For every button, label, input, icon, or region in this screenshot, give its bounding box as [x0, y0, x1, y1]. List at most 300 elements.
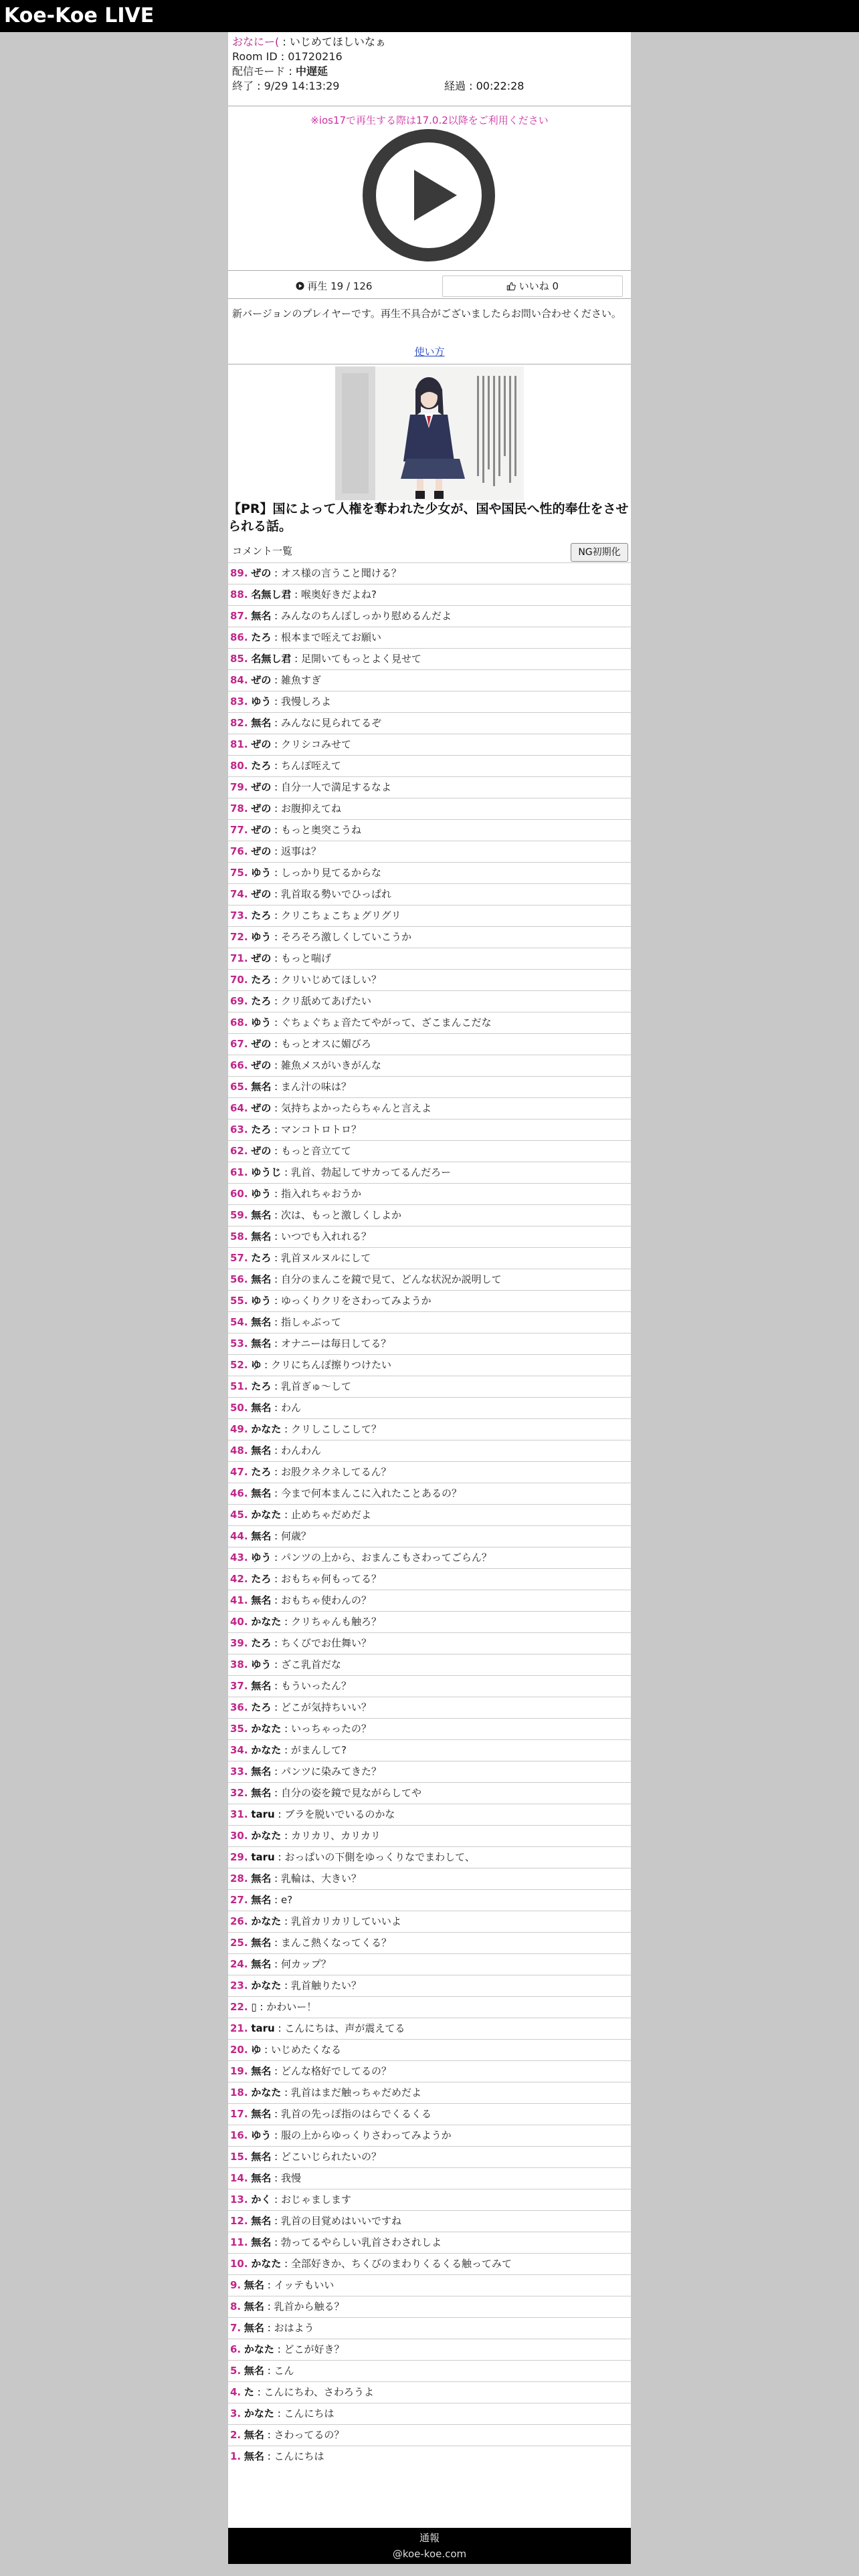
comment-number: 5. — [230, 2365, 242, 2377]
comment-list — [228, 562, 631, 2467]
comment-author: 無名 — [244, 2365, 264, 2377]
comment-row: 12. 無名 : 乳首の目覚めはいいですね — [228, 2210, 631, 2232]
comment-author: ゆう — [251, 1016, 272, 1029]
comment-author: かなた — [251, 1744, 282, 1756]
comment-number: 42. — [230, 1573, 248, 1585]
comment-text: イッテもいい — [274, 2279, 335, 2291]
comment-author: taru — [251, 2022, 275, 2034]
comment-author: ぜの — [251, 674, 272, 686]
comment-author: 無名 — [251, 1273, 272, 1285]
comment-text: いっちゃったの？ — [290, 1723, 371, 1735]
comment-row: 22. ▯ : かわいー！ — [228, 1996, 631, 2018]
comment-author: 無名 — [244, 2429, 264, 2441]
comment-number: 89. — [230, 567, 248, 579]
site-logo[interactable]: Koe-Koe LIVE — [4, 4, 155, 27]
comment-row: 82. 無名 : みんなに見られてるぞ — [228, 712, 631, 734]
comment-text: 自分一人で満足するなよ — [280, 781, 391, 793]
comment-number: 4. — [230, 2386, 242, 2398]
comment-text: まん汁の味は？ — [280, 1081, 351, 1093]
comment-row: 20. ゆ : いじめたくなる — [228, 2039, 631, 2060]
comment-author: ぜの — [251, 1102, 272, 1114]
comment-author: ▯ — [251, 2001, 257, 2013]
comment-number: 18. — [230, 2086, 248, 2099]
comment-text: 乳首の先っぽ指のはらでくるくる — [280, 2108, 432, 2120]
end-time: 9/29 14:13:29 — [264, 80, 340, 92]
comment-author: ゆう — [251, 695, 272, 708]
ng-reset-button[interactable]: NG初期化 — [571, 543, 628, 562]
comment-text: こん — [274, 2365, 294, 2377]
elapsed-group: 経過 : 00:22:28 — [444, 80, 524, 92]
comment-number: 85. — [230, 653, 248, 665]
comment-number: 13. — [230, 2193, 248, 2206]
elapsed-time: 00:22:28 — [476, 80, 524, 92]
comment-row: 47. たろ : お股クネクネしてるん？ — [228, 1461, 631, 1483]
comment-text: どこいじられたいの？ — [280, 2151, 381, 2163]
comment-row: 55. ゆう : ゆっくりクリをさわってみようか — [228, 1290, 631, 1311]
comment-number: 36. — [230, 1701, 248, 1713]
comment-text: こんにちは — [284, 2407, 335, 2420]
pr-illustration — [335, 366, 524, 500]
time-row: 終了 : 9/29 14:13:29 経過 : 00:22:28 — [232, 80, 524, 92]
comment-author: 無名 — [251, 2108, 272, 2120]
comment-row: 17. 無名 : 乳首の先っぽ指のはらでくるくる — [228, 2103, 631, 2125]
comment-text: クリ舐めてあげたい — [280, 995, 371, 1007]
comment-number: 19. — [230, 2065, 248, 2077]
comment-row: 23. かなた : 乳首触りたい？ — [228, 1975, 631, 1996]
comment-number: 83. — [230, 695, 248, 708]
comment-text: もっと奥突こうね — [280, 824, 361, 836]
comment-author: たろ — [251, 1573, 272, 1585]
comment-row: 70. たろ : クリいじめてほしい？ — [228, 969, 631, 990]
pr-banner-image[interactable] — [335, 366, 524, 500]
comment-number: 2. — [230, 2429, 242, 2441]
main-panel — [228, 32, 631, 2528]
comment-row: 53. 無名 : オナニーは毎日してる？ — [228, 1333, 631, 1354]
comment-text: お腹抑えてね — [280, 802, 341, 815]
comment-author: 無名 — [251, 1402, 272, 1414]
comment-number: 23. — [230, 1979, 248, 1992]
comment-text: オナニーは毎日してる？ — [280, 1337, 391, 1350]
comment-text: 服の上からゆっくりさわってみようか — [280, 2129, 452, 2141]
comment-author: たろ — [251, 1466, 272, 1478]
comment-text: 喉奥好きだよね? — [300, 588, 377, 601]
comment-author: 無名 — [251, 717, 272, 729]
comment-author: ゆう — [251, 2129, 272, 2141]
howto-link[interactable]: 使い方 — [414, 346, 445, 358]
comment-text: マンコトロトロ？ — [280, 1123, 361, 1136]
comment-number: 45. — [230, 1509, 248, 1521]
comment-text: カリカリ、カリカリ — [290, 1830, 381, 1842]
play-icon — [362, 128, 496, 262]
comment-number: 54. — [230, 1316, 248, 1328]
comment-number: 58. — [230, 1230, 248, 1243]
comment-text: 乳首ぎゅ〜して — [280, 1380, 351, 1392]
comment-number: 80. — [230, 760, 248, 772]
comment-author: かなた — [251, 1509, 282, 1521]
comment-row: 41. 無名 : おもちゃ使わんの？ — [228, 1590, 631, 1611]
comment-author: た — [244, 2386, 254, 2398]
comment-author: ぜの — [251, 781, 272, 793]
comment-number: 67. — [230, 1038, 248, 1050]
comment-row: 31. taru : ブラを脱いでいるのかな — [228, 1804, 631, 1825]
plays-label: 再生 — [307, 280, 328, 292]
comment-number: 29. — [230, 1851, 248, 1863]
comment-author: ゆうじ — [251, 1166, 282, 1178]
comment-row: 6. かなた : どこが好き？ — [228, 2339, 631, 2360]
comment-row: 18. かなた : 乳首はまだ触っちゃだめだよ — [228, 2082, 631, 2103]
comment-number: 17. — [230, 2108, 248, 2120]
comment-text: 足開いてもっとよく見せて — [300, 653, 421, 665]
comment-row: 84. ぜの : 雑魚すぎ — [228, 669, 631, 691]
comment-row: 8. 無名 : 乳首から触る？ — [228, 2296, 631, 2317]
comment-author: 無名 — [251, 1958, 272, 1970]
elapsed-label: 経過 — [444, 80, 466, 92]
comment-number: 52. — [230, 1359, 248, 1371]
comment-number: 51. — [230, 1380, 248, 1392]
comment-row: 46. 無名 : 今まで何本まんこに入れたことあるの？ — [228, 1483, 631, 1504]
room-title: いじめてほしいなぁ — [289, 35, 386, 48]
comment-row: 52. ゆ : クリにちんぽ擦りつけたい — [228, 1354, 631, 1376]
divider — [228, 298, 631, 299]
comment-text: おもちゃ何もってる？ — [280, 1573, 381, 1585]
comment-number: 6. — [230, 2343, 242, 2355]
comment-number: 49. — [230, 1423, 248, 1435]
comment-number: 10. — [230, 2258, 248, 2270]
comment-number: 84. — [230, 674, 248, 686]
comment-row: 85. 名無し君 : 足開いてもっとよく見せて — [228, 648, 631, 669]
ios-note: ※ios17で再生する際は17.0.2以降をご利用ください — [310, 114, 549, 126]
comment-number: 75. — [230, 867, 248, 879]
comment-row: 76. ぜの : 返事は？ — [228, 841, 631, 862]
comment-author: 無名 — [251, 2065, 272, 2077]
comment-number: 81. — [230, 738, 248, 750]
comment-row: 64. ぜの : 気持ちよかったらちゃんと言えよ — [228, 1097, 631, 1119]
comment-text: しっかり見てるからな — [280, 867, 381, 879]
comment-author: 名無し君 — [251, 588, 292, 601]
comment-author: ゆう — [251, 867, 272, 879]
comment-text: ゆっくりクリをさわってみようか — [280, 1295, 432, 1307]
comment-author: ぜの — [251, 1038, 272, 1050]
comment-author: 無名 — [251, 2215, 272, 2227]
comment-author: たろ — [251, 1701, 272, 1713]
comment-text: もういったん？ — [280, 1680, 351, 1692]
comment-row: 62. ぜの : もっと音立てて — [228, 1140, 631, 1162]
comment-author: ゆう — [251, 1188, 272, 1200]
comment-row: 74. ぜの : 乳首取る勢いでひっぱれ — [228, 883, 631, 905]
comment-text: 我慢しろよ — [280, 695, 331, 708]
comment-author: 無名 — [251, 1894, 272, 1906]
comment-text: もっと音立てて — [280, 1145, 351, 1157]
comment-text: クリちゃんも触ろ？ — [290, 1616, 381, 1628]
comment-row: 45. かなた : 止めちゃだめだよ — [228, 1504, 631, 1525]
comment-row: 2. 無名 : さわってるの？ — [228, 2424, 631, 2446]
comment-author: taru — [251, 1808, 275, 1820]
comment-row: 44. 無名 : 何歳？ — [228, 1525, 631, 1547]
comment-text: パンツに染みてきた？ — [280, 1765, 381, 1778]
comment-author: たろ — [251, 1252, 272, 1264]
comment-text: e? — [280, 1894, 293, 1906]
comment-text: パンツの上から、おまんこもさわってごらん？ — [280, 1551, 492, 1564]
comment-row: 67. ぜの : もっとオスに媚びろ — [228, 1033, 631, 1055]
comment-row: 5. 無名 : こん — [228, 2360, 631, 2381]
comment-number: 56. — [230, 1273, 248, 1285]
comment-text: 乳首取る勢いでひっぱれ — [280, 888, 391, 900]
comment-author: 無名 — [251, 1937, 272, 1949]
comment-text: クリシコみせて — [280, 738, 351, 750]
player-notice: 新バージョンのプレイヤーです。再生不具合がございましたらお問い合わせください。 — [232, 308, 622, 320]
comment-author: ぜの — [251, 1145, 272, 1157]
comment-number: 15. — [230, 2151, 248, 2163]
comment-author: 無名 — [251, 1209, 272, 1221]
comment-row: 69. たろ : クリ舐めてあげたい — [228, 990, 631, 1012]
comment-text: みんなに見られてるぞ — [280, 717, 381, 729]
comment-text: 指しゃぶって — [280, 1316, 341, 1328]
comment-row: 71. ぜの : もっと喘げ — [228, 948, 631, 969]
comment-author: 無名 — [251, 1337, 272, 1350]
comment-number: 86. — [230, 631, 248, 643]
comment-number: 74. — [230, 888, 248, 900]
end-label: 終了 — [232, 80, 254, 92]
comment-author: ぜの — [251, 888, 272, 900]
comment-number: 65. — [230, 1081, 248, 1093]
comment-text: 乳首はまだ触っちゃだめだよ — [290, 2086, 421, 2099]
comment-number: 53. — [230, 1337, 248, 1350]
comment-text: おっぱいの下側をゆっくりなでまわして、 — [284, 1851, 475, 1863]
comment-row: 54. 無名 : 指しゃぶって — [228, 1311, 631, 1333]
comment-author: かなた — [251, 1830, 282, 1842]
comment-author: かなた — [251, 1723, 282, 1735]
comment-row: 43. ゆう : パンツの上から、おまんこもさわってごらん？ — [228, 1547, 631, 1568]
comment-author: 無名 — [244, 2279, 264, 2291]
comment-number: 32. — [230, 1787, 248, 1799]
comment-author: 無名 — [244, 2322, 264, 2334]
comment-text: 全部好きか、ちくびのまわりくるくる触ってみて — [290, 2258, 512, 2270]
comment-author: たろ — [251, 909, 272, 922]
comment-number: 48. — [230, 1444, 248, 1457]
comment-row: 87. 無名 : みんなのちんぽしっかり慰めるんだよ — [228, 605, 631, 627]
comment-number: 28. — [230, 1872, 248, 1885]
comment-row: 58. 無名 : いつでも入れれる？ — [228, 1226, 631, 1247]
comment-text: どんな格好でしてるの？ — [280, 2065, 391, 2077]
comment-number: 46. — [230, 1487, 248, 1499]
comment-text: こんにちわ、さわろうよ — [264, 2386, 374, 2398]
comment-text: ちくびでお仕舞い？ — [280, 1637, 371, 1649]
comment-row: 33. 無名 : パンツに染みてきた？ — [228, 1761, 631, 1782]
comment-number: 69. — [230, 995, 248, 1007]
comment-number: 76. — [230, 845, 248, 857]
comment-row: 50. 無名 : わん — [228, 1397, 631, 1418]
mode-row: 配信モード : 中遅延 — [232, 65, 328, 78]
comment-row: 14. 無名 : 我慢 — [228, 2167, 631, 2189]
comment-text: わん — [280, 1402, 301, 1414]
comment-number: 41. — [230, 1594, 248, 1606]
comment-number: 11. — [230, 2236, 248, 2248]
comment-number: 44. — [230, 1530, 248, 1542]
room-title-row: おなにー( : いじめてほしいなぁ — [232, 35, 386, 48]
comment-row: 56. 無名 : 自分のまんこを鏡で見て、どんな状況か説明して — [228, 1269, 631, 1290]
comment-row: 77. ぜの : もっと奥突こうね — [228, 819, 631, 841]
comment-row: 38. ゆう : ざこ乳首だな — [228, 1654, 631, 1675]
comment-number: 34. — [230, 1744, 248, 1756]
comment-author: たろ — [251, 974, 272, 986]
comment-author: 無名 — [251, 1316, 272, 1328]
comment-number: 59. — [230, 1209, 248, 1221]
comment-author: 無名 — [251, 1872, 272, 1885]
comment-author: 無名 — [244, 2300, 264, 2313]
comment-text: 気持ちよかったらちゃんと言えよ — [280, 1102, 432, 1114]
comment-text: わんわん — [280, 1444, 321, 1457]
comment-text: 乳首カリカリしていいよ — [290, 1915, 401, 1927]
comment-row: 83. ゆう : 我慢しろよ — [228, 691, 631, 712]
comment-author: かなた — [244, 2343, 274, 2355]
comment-row: 7. 無名 : おはよう — [228, 2317, 631, 2339]
comments-header — [228, 540, 631, 563]
comment-text: クリこちょこちょグリグリ — [280, 909, 401, 922]
comment-text: 今まで何本まんこに入れたことあるの？ — [280, 1487, 462, 1499]
comment-number: 40. — [230, 1616, 248, 1628]
comment-author: 無名 — [251, 1444, 272, 1457]
room-id: 01720216 — [288, 50, 343, 63]
comment-author: 無名 — [251, 1081, 272, 1093]
comment-number: 30. — [230, 1830, 248, 1842]
comment-text: 次は、もっと激しくしよか — [280, 1209, 401, 1221]
comment-row: 72. ゆう : そろそろ激しくしていこうか — [228, 926, 631, 948]
comment-number: 68. — [230, 1016, 248, 1029]
comment-text: 勃ってるやらしい乳首さわされしよ — [280, 2236, 442, 2248]
comment-author: taru — [251, 1851, 275, 1863]
comment-author: 無名 — [251, 1787, 272, 1799]
comment-author: 無名 — [244, 2450, 264, 2462]
comment-row: 19. 無名 : どんな格好でしてるの？ — [228, 2060, 631, 2082]
comment-text: クリしこしこして？ — [290, 1423, 381, 1435]
comment-text: 返事は？ — [280, 845, 321, 857]
comment-row: 21. taru : こんにちは、声が震えてる — [228, 2018, 631, 2039]
comment-row: 4. た : こんにちわ、さわろうよ — [228, 2381, 631, 2403]
comment-row: 25. 無名 : まんこ熱くなってくる？ — [228, 1932, 631, 1953]
comment-author: ゆう — [251, 931, 272, 943]
comment-text: もっと喘げ — [280, 952, 331, 964]
comment-number: 50. — [230, 1402, 248, 1414]
comment-text: どこが気持ちいい？ — [280, 1701, 371, 1713]
comment-author: かなた — [251, 1979, 282, 1992]
comment-row: 11. 無名 : 勃ってるやらしい乳首さわされしよ — [228, 2232, 631, 2253]
comment-author: ゆ — [251, 2044, 262, 2056]
play-button[interactable] — [362, 128, 496, 262]
comment-text: 我慢 — [280, 2172, 301, 2184]
comment-text: お股クネクネしてるん？ — [280, 1466, 391, 1478]
comment-number: 31. — [230, 1808, 248, 1820]
comment-number: 57. — [230, 1252, 248, 1264]
comment-number: 12. — [230, 2215, 248, 2227]
comment-author: ゆう — [251, 1295, 272, 1307]
plays-value: 19 / 126 — [330, 280, 373, 292]
comment-row: 51. たろ : 乳首ぎゅ〜して — [228, 1376, 631, 1397]
report-link[interactable]: 通報 — [419, 2532, 440, 2544]
comment-number: 25. — [230, 1937, 248, 1949]
comment-text: 何歳？ — [280, 1530, 311, 1542]
comment-number: 66. — [230, 1059, 248, 1071]
comment-author: ぜの — [251, 738, 272, 750]
comment-row: 36. たろ : どこが気持ちいい？ — [228, 1697, 631, 1718]
comment-row: 3. かなた : こんにちは — [228, 2403, 631, 2424]
comment-number: 8. — [230, 2300, 242, 2313]
comment-text: ブラを脱いでいるのかな — [284, 1808, 395, 1820]
comment-number: 37. — [230, 1680, 248, 1692]
comment-row: 1. 無名 : こんにちは — [228, 2446, 631, 2467]
comment-text: がまんして? — [290, 1744, 347, 1756]
play-count — [233, 276, 434, 297]
comment-row: 81. ぜの : クリシコみせて — [228, 734, 631, 755]
comment-text: 雑魚すぎ — [280, 674, 321, 686]
comment-author: ゆう — [251, 1551, 272, 1564]
comment-row: 35. かなた : いっちゃったの？ — [228, 1718, 631, 1739]
comment-number: 72. — [230, 931, 248, 943]
comment-text: オス様の言うこと聞ける？ — [280, 567, 401, 579]
comment-row: 10. かなた : 全部好きか、ちくびのまわりくるくる触ってみて — [228, 2253, 631, 2274]
comment-author: かなた — [251, 1616, 282, 1628]
top-bar — [0, 0, 859, 32]
comment-text: もっとオスに媚びろ — [280, 1038, 371, 1050]
comment-number: 71. — [230, 952, 248, 964]
comment-number: 24. — [230, 1958, 248, 1970]
comment-author: 無名 — [251, 1680, 272, 1692]
comment-text: ぐちょぐちょ音たてやがって、ざこまんこだな — [280, 1016, 492, 1029]
host-name[interactable]: おなにー( — [232, 35, 280, 48]
comment-author: かなた — [251, 2086, 282, 2099]
comment-text: 指入れちゃおうか — [280, 1188, 361, 1200]
comment-author: ぜの — [251, 952, 272, 964]
comment-row: 24. 無名 : 何カップ？ — [228, 1953, 631, 1975]
comment-row: 48. 無名 : わんわん — [228, 1440, 631, 1461]
comment-author: 無名 — [251, 1765, 272, 1778]
comment-row: 65. 無名 : まん汁の味は？ — [228, 1076, 631, 1097]
comment-text: どこが好き？ — [284, 2343, 345, 2355]
comment-author: かく — [251, 2193, 272, 2206]
comment-author: かなた — [251, 1423, 282, 1435]
comment-text: 自分のまんこを鏡で見て、どんな状況か説明して — [280, 1273, 502, 1285]
comment-row: 66. ぜの : 雑魚メスがいきがんな — [228, 1055, 631, 1076]
comment-row: 39. たろ : ちくびでお仕舞い？ — [228, 1632, 631, 1654]
comment-number: 60. — [230, 1188, 248, 1200]
pr-title[interactable]: 【PR】国によって人権を奪われた少女が、国や国民へ性的奉仕をさせられる話。 — [228, 502, 629, 534]
comment-text: 乳首ヌルヌルにして — [280, 1252, 371, 1264]
comment-author: かなた — [251, 2258, 282, 2270]
comment-text: 乳首の目覚めはいいですね — [280, 2215, 401, 2227]
comment-author: ぜの — [251, 824, 272, 836]
comment-author: たろ — [251, 631, 272, 643]
comment-text: いつでも入れれる？ — [280, 1230, 371, 1243]
stats-bar — [228, 273, 631, 297]
comment-text: まんこ熱くなってくる？ — [280, 1937, 391, 1949]
comment-row: 59. 無名 : 次は、もっと激しくしよか — [228, 1204, 631, 1226]
comment-row: 26. かなた : 乳首カリカリしていいよ — [228, 1911, 631, 1932]
comment-row: 57. たろ : 乳首ヌルヌルにして — [228, 1247, 631, 1269]
comment-author: ぜの — [251, 1059, 272, 1071]
comment-text: 雑魚メスがいきがんな — [280, 1059, 381, 1071]
comment-author: たろ — [251, 1637, 272, 1649]
comment-row: 13. かく : おじゃまします — [228, 2189, 631, 2210]
comment-number: 63. — [230, 1123, 248, 1136]
comment-number: 78. — [230, 802, 248, 815]
comment-number: 73. — [230, 909, 248, 922]
thumbs-up-icon — [506, 282, 516, 291]
comment-text: 止めちゃだめだよ — [290, 1509, 371, 1521]
comment-number: 79. — [230, 781, 248, 793]
comment-row: 30. かなた : カリカリ、カリカリ — [228, 1825, 631, 1846]
comment-author: 無名 — [251, 610, 272, 622]
comment-row: 37. 無名 : もういったん？ — [228, 1675, 631, 1697]
like-button[interactable] — [442, 276, 623, 297]
